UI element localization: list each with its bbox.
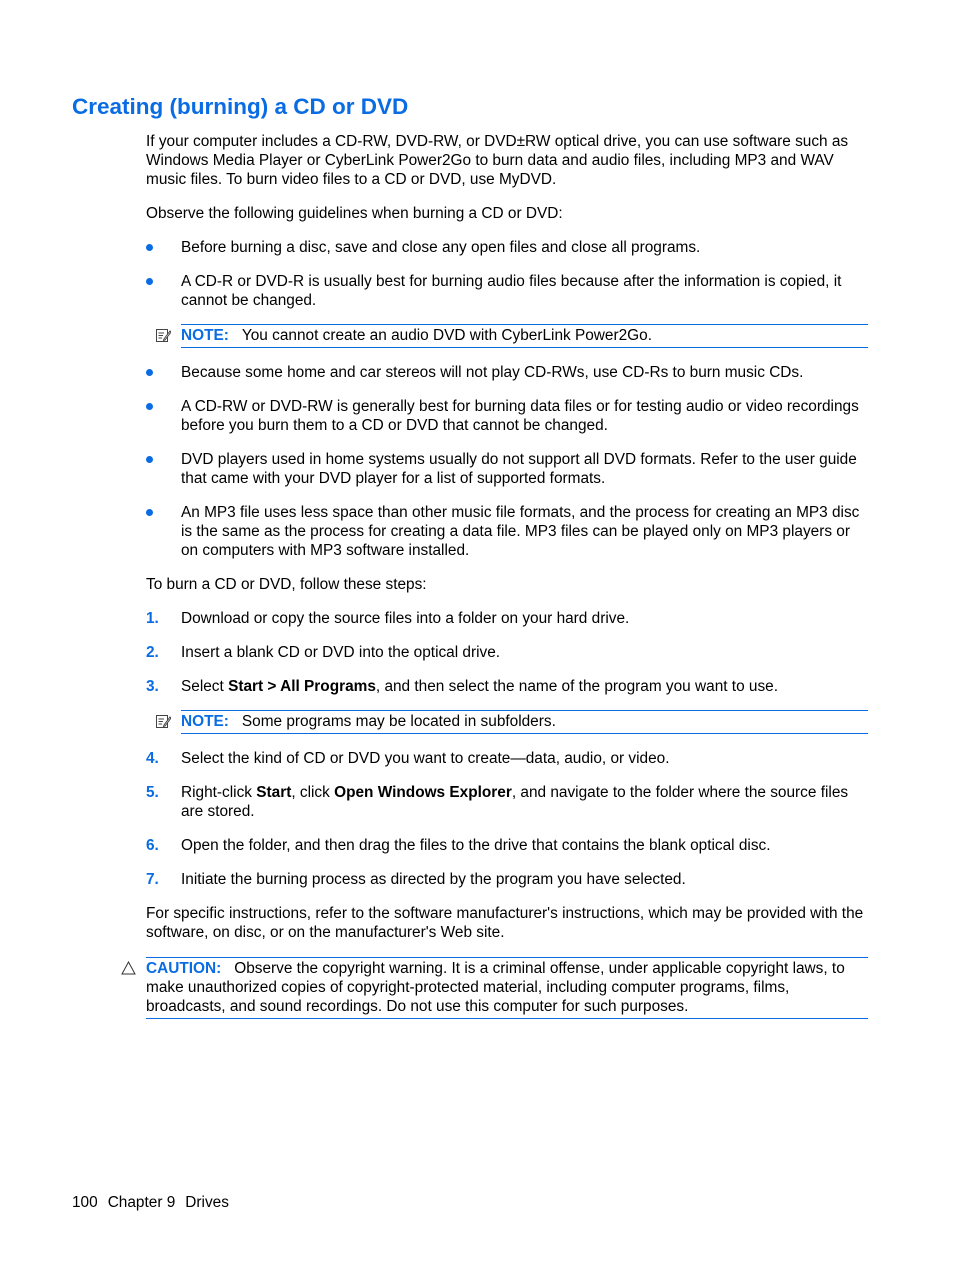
caution-label: CAUTION:	[146, 960, 222, 977]
menu-path: Start > All Programs	[228, 678, 376, 695]
step-item	[146, 609, 868, 628]
step-item	[146, 643, 868, 662]
list-item-text: An MP3 file uses less space than other music file formats, and the process for creating an MP3 disc is the same as the process for creating a data file. MP3 files can be played only on MP3 players or on computers with MP3 software installed.	[181, 504, 860, 559]
steps-intro: To burn a CD or DVD, follow these steps:	[146, 576, 427, 593]
step-item	[146, 783, 868, 821]
step-number: 4.	[146, 750, 159, 767]
list-item	[146, 363, 868, 382]
caution-box	[146, 957, 868, 1019]
section-label: Drives	[185, 1194, 229, 1211]
step-text-mid: , click	[291, 784, 335, 801]
list-item	[146, 272, 868, 310]
note-box	[181, 324, 868, 348]
step-text-post: , and navigate to the folder where the source files are stored.	[181, 784, 849, 820]
list-item	[146, 503, 868, 560]
guidelines-intro: Observe the following guidelines when burning a CD or DVD:	[146, 205, 563, 222]
explorer-label: Open Windows Explorer	[334, 784, 512, 801]
note-text: Some programs may be located in subfolders.	[241, 713, 556, 730]
step-number: 6.	[146, 837, 159, 854]
caution-triangle-icon	[121, 961, 136, 975]
steps-list	[146, 609, 868, 696]
note-label: NOTE:	[181, 713, 229, 730]
step-number: 1.	[146, 610, 159, 627]
page-footer	[72, 1193, 239, 1212]
step-text-pre: Select	[181, 678, 229, 695]
step-item	[146, 836, 868, 855]
guidelines-list-a	[146, 238, 868, 310]
start-label: Start	[256, 784, 292, 801]
closing-paragraph: For specific instructions, refer to the software manufacturer's instructions, which may be provided with the software, on disc, or on the manufacturer's Web site.	[146, 905, 864, 941]
bullet-dot	[146, 456, 153, 463]
bullet-dot	[146, 244, 153, 251]
note-box	[181, 710, 868, 734]
list-item-text: DVD players used in home systems usually do not support all DVD formats. Refer to the user guide that came with your DVD player for a list of supported formats.	[181, 451, 857, 487]
note-text: You cannot create an audio DVD with CyberLink Power2Go.	[241, 327, 652, 344]
note-pencil-icon	[155, 327, 171, 343]
bullet-dot	[146, 509, 153, 516]
main-content	[146, 132, 868, 1019]
step-text: Download or copy the source files into a folder on your hard drive.	[181, 610, 630, 627]
bullet-dot	[146, 403, 153, 410]
step-text: Initiate the burning process as directed by the program you have selected.	[181, 871, 686, 888]
list-item-text: A CD-R or DVD-R is usually best for burning audio files because after the information is copied, it cannot be changed.	[181, 273, 842, 309]
caution-text: Observe the copyright warning. It is a criminal offense, under applicable copyright laws, to make unauthorized copies of copyright-protected material, including computer programs, films, broadcasts, and sound recordings. Do not use this computer for such purposes.	[146, 960, 845, 1015]
step-text-post: , and then select the name of the program you want to use.	[375, 678, 779, 695]
step-text: Insert a blank CD or DVD into the optical drive.	[181, 644, 501, 661]
note-label: NOTE:	[181, 327, 229, 344]
step-text: Open the folder, and then drag the files to the drive that contains the blank optical disc.	[181, 837, 771, 854]
list-item-text: Because some home and car stereos will not play CD-RWs, use CD-Rs to burn music CDs.	[181, 364, 804, 381]
page-title: Creating (burning) a CD or DVD	[72, 94, 409, 119]
step-number: 2.	[146, 644, 159, 661]
intro-paragraph: If your computer includes a CD-RW, DVD-RW, or DVD±RW optical drive, you can use software such as Windows Media Player or CyberLink Power2Go to burn data and audio files, including MP3 and WAV music files. To burn video files to a CD or DVD, use MyDVD.	[146, 133, 849, 188]
step-item	[146, 870, 868, 889]
bullet-dot	[146, 369, 153, 376]
step-number: 3.	[146, 678, 159, 695]
step-text: Select the kind of CD or DVD you want to create—data, audio, or video.	[181, 750, 670, 767]
guidelines-list-b	[146, 363, 868, 560]
bullet-dot	[146, 278, 153, 285]
list-item	[146, 397, 868, 435]
step-item	[146, 749, 868, 768]
list-item	[146, 450, 868, 488]
chapter-label: Chapter 9	[107, 1194, 176, 1211]
step-number: 7.	[146, 871, 159, 888]
step-text-pre: Right-click	[181, 784, 257, 801]
step-item	[146, 677, 868, 696]
step-number: 5.	[146, 784, 159, 801]
steps-list-continued	[146, 749, 868, 889]
note-pencil-icon	[155, 713, 171, 729]
list-item-text: A CD-RW or DVD-RW is generally best for burning data files or for testing audio or video recordings before you burn them to a CD or DVD that cannot be changed.	[181, 398, 859, 434]
page-number: 100	[72, 1194, 98, 1211]
list-item-text: Before burning a disc, save and close any open files and close all programs.	[181, 239, 701, 256]
list-item	[146, 238, 868, 257]
